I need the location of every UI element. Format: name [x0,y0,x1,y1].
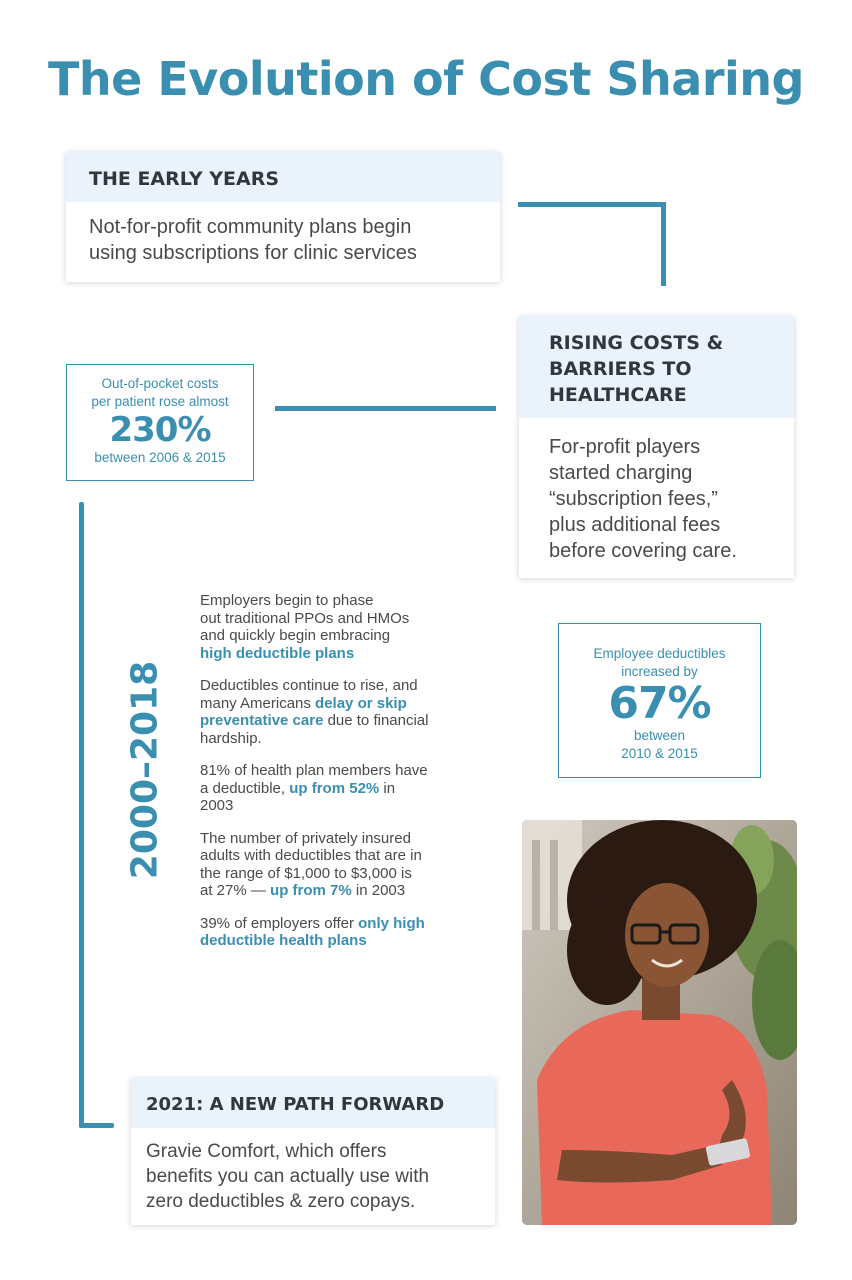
deductible-stat-line: 2010 & 2015 [621,746,698,761]
connector-line-horizontal [518,202,666,207]
photo-illustration [522,820,797,1225]
fact-highlight: only high [358,914,425,932]
fact-item [200,677,472,747]
fact-line [200,712,472,730]
timeline-line-vertical [79,502,84,1128]
fact-highlight: high deductible plans [200,644,355,662]
fact-highlight: up from 52% [289,779,380,797]
fact-item [200,830,472,900]
fact-line [200,882,472,900]
rising-costs-body [519,418,794,564]
fact-line: Deductibles continue to rise, and [200,677,418,694]
fact-line [200,915,472,933]
deductible-stat-value: 67% [608,678,711,729]
rising-costs-card [519,316,794,578]
deductible-stat-line: increased by [621,664,698,679]
fact-line: the range of $1,000 to $3,000 is [200,864,412,882]
early-years-card [66,152,500,282]
new-path-line: zero deductibles & zero copays. [146,1191,416,1212]
fact-text: many Americans [200,694,316,712]
fact-highlight: deductible health plans [200,932,367,949]
early-years-line: using subscriptions for clinic services [89,242,417,264]
connector-line-vertical [661,202,666,286]
new-path-line: benefits you can actually use with [146,1166,430,1187]
fact-line: 2003 [200,797,234,814]
fact-line: 81% of health plan members have [200,762,428,779]
rising-costs-line: For-profit players [549,436,701,458]
oop-stat-line: between 2006 & 2015 [94,450,226,465]
period-label: 2000–2018 [124,660,166,880]
fact-highlight: up from 7% [270,882,352,899]
facts-list [200,592,472,965]
early-years-line: Not-for-profit community plans begin [89,216,412,238]
fact-line: hardship. [200,729,262,747]
rising-costs-line: plus additional fees [549,514,721,536]
oop-stat-line: Out-of-pocket costs [101,376,219,391]
rising-costs-heading-line: HEALTHCARE [549,384,687,406]
fact-text: at 27% — [200,882,271,899]
fact-item [200,762,472,815]
oop-cost-stat-box [66,364,254,481]
fact-line: adults with deductibles that are in [200,847,422,864]
fact-line: and quickly begin embracing [200,627,391,644]
fact-highlight: delay or skip [315,694,407,712]
new-path-line: Gravie Comfort, which offers [146,1141,387,1162]
fact-text: due to financial [323,712,429,729]
rising-costs-line: before covering care. [549,540,737,562]
new-path-card [131,1078,495,1225]
fact-line [200,695,472,713]
new-path-body [131,1128,495,1214]
connector-line-middle [275,406,496,411]
oop-stat-line: per patient rose almost [91,394,229,409]
rising-costs-heading-line: BARRIERS TO [549,358,692,380]
rising-costs-line: “subscription fees,” [549,488,718,510]
fact-item [200,592,472,662]
fact-text: in [379,779,396,797]
new-path-heading: 2021: A NEW PATH FORWARD [131,1078,495,1128]
fact-text: 39% of employers offer [200,914,359,932]
fact-line: The number of privately insured [200,829,411,847]
fact-line: out traditional PPOs and HMOs [200,609,410,627]
rising-costs-heading [519,316,794,418]
woman-using-phone-photo [522,820,797,1225]
oop-stat-value: 230% [109,410,211,450]
fact-line: Employers begin to phase [200,592,374,609]
deductible-stat-box [558,623,761,778]
early-years-heading: THE EARLY YEARS [66,152,500,202]
page-title: The Evolution of Cost Sharing [48,52,804,106]
rising-costs-heading-line: RISING COSTS & [549,332,724,354]
early-years-body [66,202,500,266]
deductible-stat-line: between [633,728,686,743]
fact-text: in 2003 [351,882,406,899]
fact-line [200,780,472,798]
timeline-line-bottom [79,1123,114,1128]
fact-highlight: preventative care [200,712,324,729]
rising-costs-line: started charging [549,462,693,484]
fact-text: a deductible, [200,779,290,797]
deductible-stat-line: Employee deductibles [593,646,726,661]
fact-item [200,915,472,950]
